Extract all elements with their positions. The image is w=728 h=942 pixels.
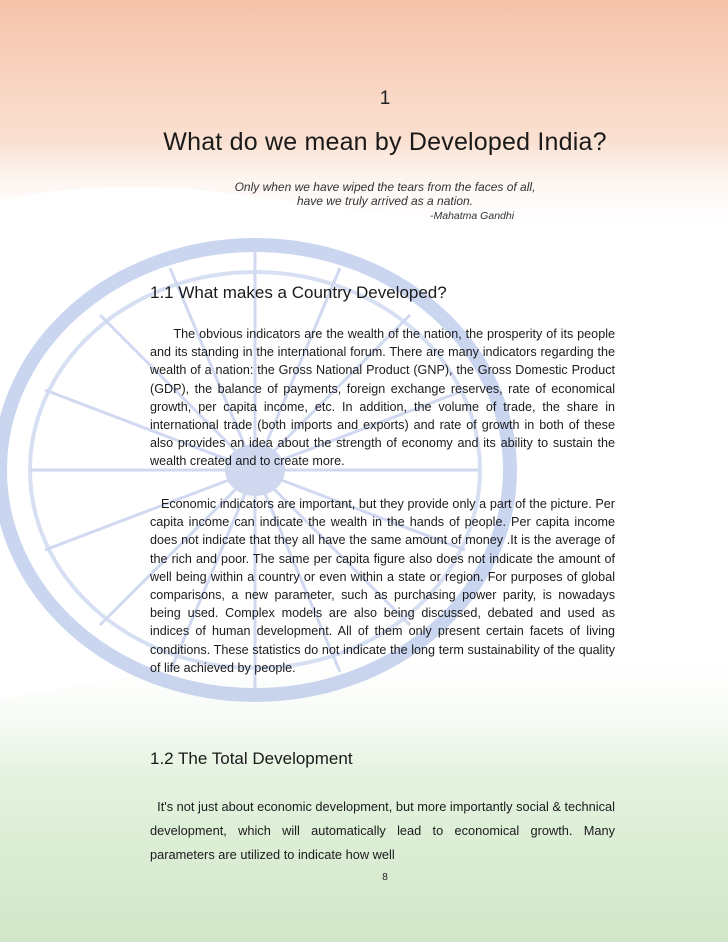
paragraph <box>150 325 615 471</box>
page-number: 8 <box>382 872 388 883</box>
paragraph-text: It's not just about economic development, but more importantly social & technical development, which will automatically lead to economical growth. Many parameters are utilized to indicate how well <box>150 799 615 862</box>
paragraph <box>150 495 615 677</box>
epigraph-attribution: -Mahatma Gandhi <box>430 210 515 222</box>
chapter-title: What do we mean by Developed India? <box>163 128 607 156</box>
paragraph-text: Economic indicators are important, but they provide only a part of the picture. Per capita income can indicate the wealth in the hands of people. Per capita income does not indicate that they all have the same amount of money .It is the average of the rich and poor. The same per capita figure also does not indicate the amount of well being within a country or even within a state or region. For purposes of global comparisons, a new parameter, such as purchasing power parity, is nowadays being used. Complex models are also being discussed, debated and used as indices of human development. All of them only present certain facets of living conditions. These statistics do not indicate the long term sustainability of the quality of life achieved by people. <box>150 497 615 675</box>
section-heading-1-1: 1.1 What makes a Country Developed? <box>150 283 447 302</box>
chapter-number: 1 <box>379 88 391 109</box>
epigraph-line-2: have we truly arrived as a nation. <box>296 194 474 208</box>
epigraph-quote <box>0 180 728 208</box>
paragraph-text: The obvious indicators are the wealth of the nation, the prosperity of its people and its standing in the international forum. There are many indicators regarding the wealth of a nation: the Gross National Product (GNP), the Gross Domestic Product (GDP), the balance of payments, foreign exchange reserves, rate of economical growth, per capita income, etc. In addition, the volume of trade, the share in international trade (both imports and exports) and rate of growth in both of these also provides an idea about the strength of economy and its ability to sustain the wealth created and to create more. <box>150 327 615 469</box>
paragraph <box>150 795 615 867</box>
section-heading-1-2: 1.2 The Total Development <box>150 749 353 768</box>
epigraph-line-1: Only when we have wiped the tears from the faces of all, <box>234 180 536 194</box>
